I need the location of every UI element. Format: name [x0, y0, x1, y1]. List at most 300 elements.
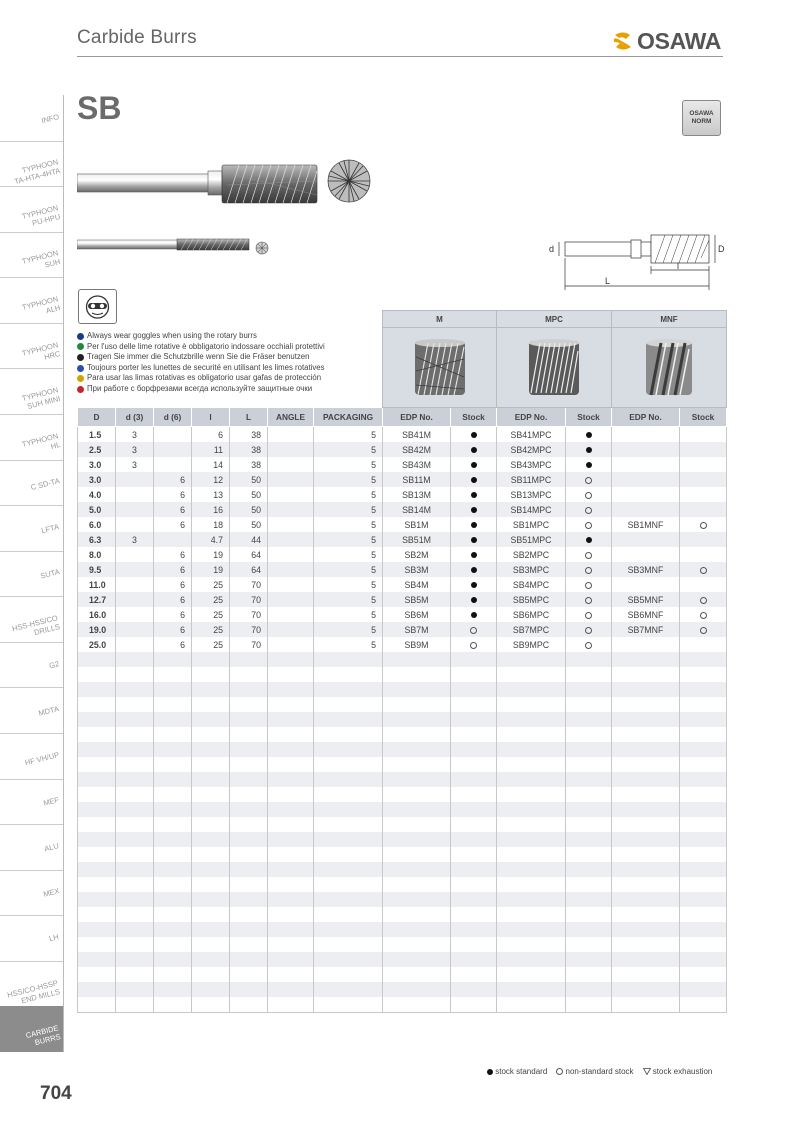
table-cell: 12	[192, 472, 230, 487]
table-cell: 25	[192, 577, 230, 592]
empty-cell	[497, 652, 566, 667]
empty-cell	[116, 892, 154, 907]
dim-l-label: l	[677, 261, 679, 271]
empty-cell	[451, 997, 497, 1013]
table-cell: 5.0	[78, 502, 116, 517]
table-cell: 6	[154, 547, 192, 562]
empty-cell	[383, 907, 451, 922]
column-header: l	[192, 408, 230, 427]
table-cell: SB41MPC	[497, 427, 566, 443]
empty-cell	[78, 697, 116, 712]
sidebar-item-c-sd-ta[interactable]	[0, 460, 63, 507]
table-cell: 50	[230, 517, 268, 532]
empty-cell	[314, 667, 383, 682]
sidebar-item-mex[interactable]	[0, 870, 63, 917]
empty-cell	[451, 937, 497, 952]
stock-non-standard-icon	[585, 477, 592, 484]
empty-cell	[566, 802, 612, 817]
table-cell: SB9M	[383, 637, 451, 652]
empty-cell	[314, 682, 383, 697]
stock-standard-icon	[586, 447, 592, 453]
table-cell: 4.0	[78, 487, 116, 502]
table-cell: 25.0	[78, 637, 116, 652]
stock-non-standard-icon	[585, 522, 592, 529]
empty-cell	[192, 937, 230, 952]
empty-cell	[192, 892, 230, 907]
empty-cell	[566, 772, 612, 787]
table-cell: 38	[230, 457, 268, 472]
table-cell: SB42MPC	[497, 442, 566, 457]
stock-cell	[566, 562, 612, 577]
brand-logo	[612, 28, 721, 54]
sidebar-item-g2[interactable]	[0, 642, 63, 689]
table-cell: 6.3	[78, 532, 116, 547]
burr-end-view-large-icon	[327, 159, 371, 203]
table-cell: SB7MPC	[497, 622, 566, 637]
empty-cell	[192, 982, 230, 997]
empty-cell	[78, 727, 116, 742]
empty-cell	[154, 922, 192, 937]
empty-cell	[154, 697, 192, 712]
empty-cell	[497, 892, 566, 907]
table-cell: SB3MPC	[497, 562, 566, 577]
empty-cell	[314, 937, 383, 952]
empty-cell	[230, 742, 268, 757]
group-header-mnf: MNF	[612, 311, 727, 328]
sidebar-item-label: MDTA	[37, 704, 61, 719]
stock-standard-icon	[471, 522, 477, 528]
empty-cell	[230, 787, 268, 802]
empty-cell	[78, 937, 116, 952]
empty-cell	[314, 757, 383, 772]
osawa-logo-icon	[612, 31, 634, 51]
empty-cell	[383, 667, 451, 682]
column-header: EDP No.	[383, 408, 451, 427]
stock-cell	[680, 592, 727, 607]
empty-cell	[451, 967, 497, 982]
empty-cell	[78, 817, 116, 832]
empty-cell	[612, 877, 680, 892]
empty-cell	[680, 817, 727, 832]
empty-cell	[383, 997, 451, 1013]
empty-cell	[383, 712, 451, 727]
empty-cell	[268, 727, 314, 742]
stock-cell	[451, 487, 497, 502]
empty-cell	[451, 907, 497, 922]
dim-d-label: d	[549, 244, 555, 254]
table-cell: 2.5	[78, 442, 116, 457]
empty-cell	[680, 967, 727, 982]
table-cell: SB43M	[383, 457, 451, 472]
empty-cell	[497, 952, 566, 967]
empty-cell	[192, 787, 230, 802]
empty-cell	[497, 667, 566, 682]
stock-cell	[680, 637, 727, 652]
legend-non-standard: non-standard stock	[565, 1067, 634, 1076]
table-cell: 6	[154, 607, 192, 622]
table-cell: 4.7	[192, 532, 230, 547]
empty-cell	[612, 682, 680, 697]
empty-cell	[192, 967, 230, 982]
table-cell: SB2M	[383, 547, 451, 562]
table-cell: 11.0	[78, 577, 116, 592]
empty-cell	[680, 907, 727, 922]
table-cell: SB1M	[383, 517, 451, 532]
stock-non-standard-icon	[556, 1068, 563, 1075]
empty-cell	[230, 712, 268, 727]
table-cell	[612, 577, 680, 592]
table-cell: 6	[154, 472, 192, 487]
stock-non-standard-icon	[700, 522, 707, 529]
table-cell	[268, 532, 314, 547]
table-cell	[116, 502, 154, 517]
sidebar-item-carbide-burrs[interactable]	[0, 1006, 63, 1052]
empty-cell	[314, 772, 383, 787]
empty-cell	[612, 817, 680, 832]
table-cell	[116, 562, 154, 577]
empty-cell	[192, 697, 230, 712]
empty-cell	[566, 952, 612, 967]
empty-cell	[383, 937, 451, 952]
empty-cell	[451, 652, 497, 667]
empty-cell	[78, 652, 116, 667]
sidebar-item-typhoon-hrc[interactable]	[0, 323, 63, 370]
sidebar-item-label: CARBIDE BURRS	[24, 1023, 62, 1048]
empty-cell	[314, 787, 383, 802]
empty-cell	[612, 742, 680, 757]
empty-cell	[116, 862, 154, 877]
empty-cell	[268, 952, 314, 967]
empty-cell	[451, 697, 497, 712]
table-row	[78, 502, 727, 517]
stock-cell	[566, 457, 612, 472]
table-cell: 6	[154, 577, 192, 592]
column-header: d (6)	[154, 408, 192, 427]
stock-cell	[680, 577, 727, 592]
empty-cell	[154, 847, 192, 862]
empty-cell	[78, 862, 116, 877]
empty-cell	[268, 682, 314, 697]
table-cell: 3.0	[78, 472, 116, 487]
table-cell	[268, 592, 314, 607]
sidebar-item-hss-hss-co-drills[interactable]	[0, 596, 63, 643]
table-cell	[612, 637, 680, 652]
warning-text: Para usar las limas rotativas es obligatorio usar gafas de protección	[87, 373, 322, 383]
table-cell	[154, 442, 192, 457]
empty-cell	[314, 892, 383, 907]
table-cell: SB14M	[383, 502, 451, 517]
empty-row	[78, 892, 727, 907]
sidebar-item-label: TYPHOON PU-HPU	[20, 203, 62, 228]
table-row	[78, 547, 727, 562]
empty-cell	[497, 757, 566, 772]
empty-cell	[680, 937, 727, 952]
table-cell: SB43MPC	[497, 457, 566, 472]
stock-cell	[451, 562, 497, 577]
cut-mnf-icon	[641, 337, 697, 397]
warning-text: Toujours porter les lunettes de securité en utilisant les limes rotatives	[87, 362, 325, 372]
empty-cell	[192, 772, 230, 787]
empty-cell	[78, 952, 116, 967]
table-cell	[116, 517, 154, 532]
empty-cell	[230, 997, 268, 1013]
empty-cell	[78, 787, 116, 802]
empty-cell	[497, 727, 566, 742]
table-cell: 5	[314, 562, 383, 577]
sidebar-item-typhoon-alh[interactable]	[0, 277, 63, 324]
empty-cell	[314, 742, 383, 757]
empty-cell	[154, 817, 192, 832]
empty-cell	[566, 757, 612, 772]
table-cell: 5	[314, 517, 383, 532]
empty-row	[78, 742, 727, 757]
empty-cell	[612, 772, 680, 787]
table-cell	[116, 472, 154, 487]
empty-cell	[116, 832, 154, 847]
header-divider	[77, 56, 723, 57]
stock-standard-icon	[586, 537, 592, 543]
sidebar-item-hf-vh-up[interactable]	[0, 733, 63, 780]
empty-cell	[230, 682, 268, 697]
empty-cell	[116, 742, 154, 757]
sidebar-item-mef[interactable]	[0, 779, 63, 826]
empty-cell	[383, 802, 451, 817]
stock-non-standard-icon	[700, 597, 707, 604]
stock-non-standard-icon	[585, 612, 592, 619]
sidebar-item-label: INFO	[40, 111, 61, 125]
empty-cell	[566, 937, 612, 952]
stock-cell	[680, 547, 727, 562]
empty-cell	[383, 892, 451, 907]
empty-cell	[566, 742, 612, 757]
table-cell	[268, 442, 314, 457]
table-cell: SB11MPC	[497, 472, 566, 487]
empty-cell	[192, 817, 230, 832]
empty-cell	[612, 652, 680, 667]
stock-cell	[680, 607, 727, 622]
empty-cell	[78, 922, 116, 937]
empty-cell	[451, 712, 497, 727]
table-cell: 6	[192, 427, 230, 443]
empty-cell	[497, 922, 566, 937]
empty-cell	[230, 817, 268, 832]
stock-standard-icon	[471, 552, 477, 558]
sidebar-item-suta[interactable]	[0, 551, 63, 598]
empty-cell	[268, 667, 314, 682]
empty-cell	[192, 907, 230, 922]
empty-cell	[268, 877, 314, 892]
table-cell: 5	[314, 622, 383, 637]
sidebar-item-label: TYPHOON TA-HTA-4HTA	[13, 157, 62, 187]
table-cell: SB1MNF	[612, 517, 680, 532]
empty-cell	[612, 727, 680, 742]
empty-cell	[451, 682, 497, 697]
empty-cell	[192, 682, 230, 697]
table-cell: SB1MPC	[497, 517, 566, 532]
table-cell: 5	[314, 487, 383, 502]
empty-row	[78, 727, 727, 742]
sidebar-item-hss-co-hssp-end-mills[interactable]	[0, 961, 63, 1008]
empty-cell	[154, 802, 192, 817]
sidebar-item-info[interactable]	[0, 95, 63, 142]
sidebar-item-mdta[interactable]	[0, 687, 63, 734]
column-header: Stock	[451, 408, 497, 427]
empty-cell	[680, 757, 727, 772]
empty-cell	[612, 982, 680, 997]
empty-cell	[680, 877, 727, 892]
table-cell	[116, 547, 154, 562]
empty-cell	[154, 742, 192, 757]
table-cell: 14	[192, 457, 230, 472]
burr-side-view-icon	[77, 165, 317, 203]
table-row	[78, 562, 727, 577]
stock-legend	[487, 1067, 712, 1076]
sidebar-item-typhoon-ta-hta-4hta[interactable]	[0, 141, 63, 188]
table-cell: 6	[154, 517, 192, 532]
empty-cell	[230, 697, 268, 712]
stock-cell	[451, 457, 497, 472]
empty-cell	[680, 742, 727, 757]
empty-cell	[314, 697, 383, 712]
warning-text: Always wear goggles when using the rotary burrs	[87, 331, 257, 340]
empty-cell	[154, 862, 192, 877]
sidebar-item-lfta[interactable]	[0, 505, 63, 552]
sidebar-item-label: MEX	[42, 886, 61, 900]
stock-cell	[451, 577, 497, 592]
empty-cell	[497, 802, 566, 817]
empty-row	[78, 667, 727, 682]
empty-cell	[314, 952, 383, 967]
empty-cell	[314, 817, 383, 832]
empty-cell	[612, 757, 680, 772]
table-cell: SB7MNF	[612, 622, 680, 637]
empty-cell	[314, 997, 383, 1013]
empty-cell	[680, 997, 727, 1013]
empty-cell	[383, 727, 451, 742]
table-cell	[612, 532, 680, 547]
table-cell: 25	[192, 607, 230, 622]
empty-cell	[154, 787, 192, 802]
empty-row	[78, 922, 727, 937]
table-cell	[116, 592, 154, 607]
column-header: d (3)	[116, 408, 154, 427]
table-header-row	[78, 408, 727, 427]
table-cell: 5	[314, 502, 383, 517]
empty-cell	[314, 832, 383, 847]
sidebar-item-typhoon-hl[interactable]	[0, 414, 63, 461]
empty-row	[78, 832, 727, 847]
empty-cell	[497, 817, 566, 832]
table-cell: 50	[230, 472, 268, 487]
sidebar-item-typhoon-suh-mini[interactable]	[0, 368, 63, 415]
empty-cell	[116, 982, 154, 997]
empty-cell	[192, 727, 230, 742]
stock-standard-icon	[471, 477, 477, 483]
empty-cell	[116, 667, 154, 682]
empty-cell	[383, 952, 451, 967]
sidebar-item-typhoon-pu-hpu[interactable]	[0, 186, 63, 233]
table-cell	[154, 427, 192, 443]
empty-cell	[383, 652, 451, 667]
empty-cell	[268, 892, 314, 907]
table-row	[78, 442, 727, 457]
warning-text: Per l'uso delle lime rotative è obbligatorio indossare occhiali protettivi	[87, 341, 325, 351]
table-row	[78, 427, 727, 443]
table-cell	[116, 622, 154, 637]
stock-standard-icon	[471, 597, 477, 603]
empty-cell	[612, 832, 680, 847]
empty-cell	[612, 802, 680, 817]
sidebar-item-lh[interactable]	[0, 915, 63, 962]
empty-cell	[451, 982, 497, 997]
empty-cell	[192, 832, 230, 847]
empty-cell	[78, 982, 116, 997]
table-cell: 3	[116, 427, 154, 443]
stock-standard-icon	[471, 447, 477, 453]
empty-cell	[497, 937, 566, 952]
stock-non-standard-icon	[470, 642, 477, 649]
dim-D-label: D	[718, 244, 725, 254]
empty-cell	[314, 727, 383, 742]
empty-cell	[314, 907, 383, 922]
empty-cell	[314, 982, 383, 997]
empty-cell	[497, 832, 566, 847]
empty-cell	[566, 982, 612, 997]
empty-cell	[680, 667, 727, 682]
sidebar-item-typhoon-suh[interactable]	[0, 232, 63, 279]
empty-cell	[116, 817, 154, 832]
empty-cell	[116, 802, 154, 817]
table-cell: 8.0	[78, 547, 116, 562]
cut-mnf-image	[612, 328, 727, 408]
table-cell	[154, 457, 192, 472]
table-cell: 11	[192, 442, 230, 457]
table-cell: 5	[314, 547, 383, 562]
legend-standard: stock standard	[495, 1067, 548, 1076]
table-cell	[268, 547, 314, 562]
table-cell: 19	[192, 547, 230, 562]
stock-standard-icon	[487, 1069, 493, 1075]
empty-cell	[230, 907, 268, 922]
empty-cell	[154, 712, 192, 727]
stock-cell	[680, 442, 727, 457]
column-header: EDP No.	[497, 408, 566, 427]
sidebar-item-label: C SD-TA	[29, 476, 61, 493]
empty-cell	[383, 772, 451, 787]
empty-cell	[383, 982, 451, 997]
dimension-drawing	[545, 230, 725, 295]
table-cell	[268, 487, 314, 502]
table-cell: 38	[230, 427, 268, 443]
empty-row	[78, 907, 727, 922]
empty-cell	[116, 877, 154, 892]
empty-cell	[268, 862, 314, 877]
group-header-m: M	[383, 311, 497, 328]
stock-standard-icon	[471, 492, 477, 498]
empty-cell	[116, 682, 154, 697]
empty-cell	[680, 802, 727, 817]
table-cell	[612, 442, 680, 457]
column-header: PACKAGING	[314, 408, 383, 427]
empty-cell	[314, 967, 383, 982]
empty-cell	[154, 877, 192, 892]
table-cell: 70	[230, 607, 268, 622]
sidebar-item-label: HSS-HSS/CO DRILLS	[11, 613, 62, 638]
stock-cell	[680, 532, 727, 547]
table-row	[78, 592, 727, 607]
sidebar-item-alu[interactable]	[0, 824, 63, 871]
empty-row	[78, 847, 727, 862]
